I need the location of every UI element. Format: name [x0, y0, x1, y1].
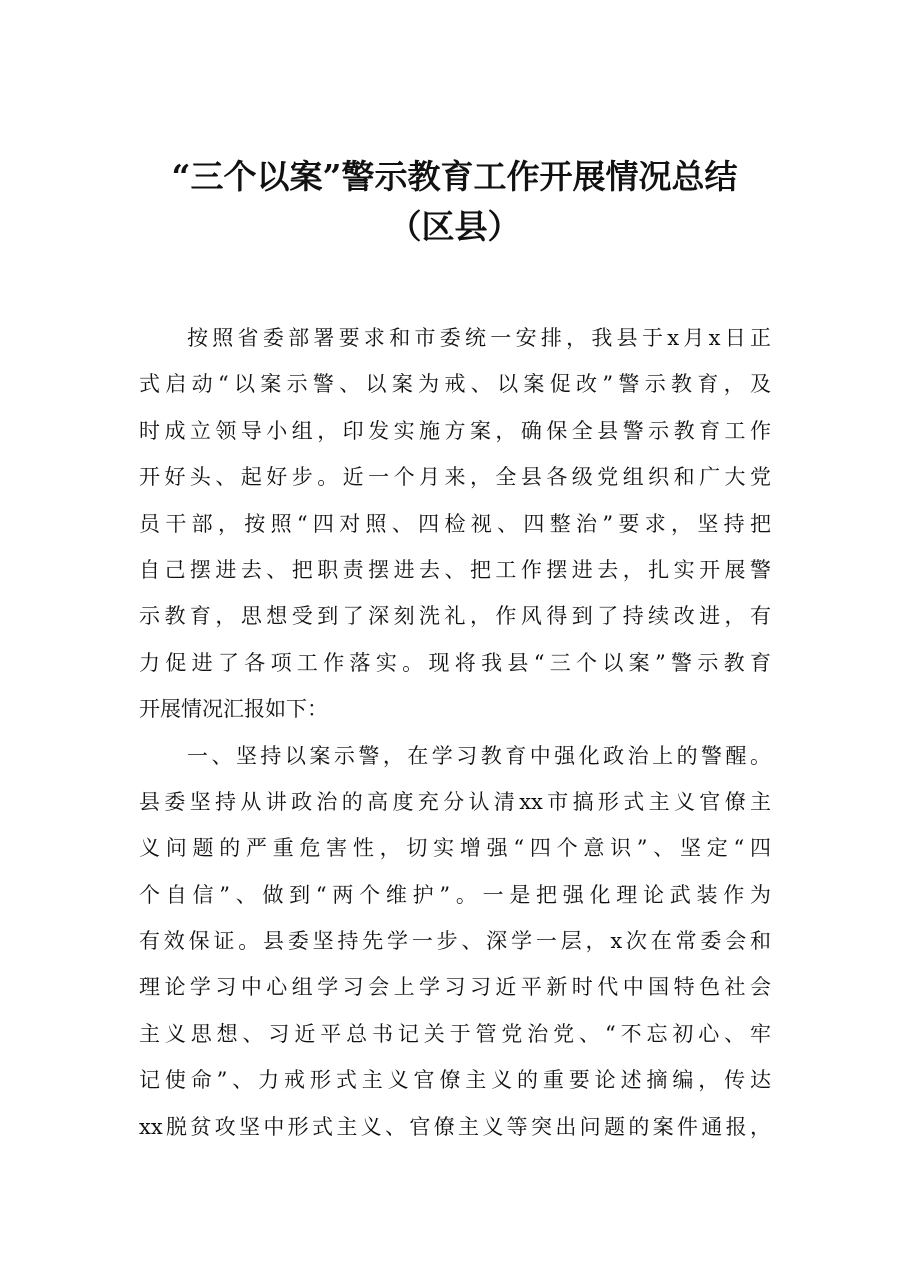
paragraph2-line: 义问题的严重危害性，切实增强“四个意识”、坚定“四: [139, 836, 771, 861]
paragraph2-line: 个自信”、做到“两个维护”。一是把强化理论武装作为: [139, 882, 771, 907]
paragraph1-line: 示教育，思想受到了深刻洗礼，作风得到了持续改进，有: [139, 604, 771, 629]
title-line-main: “三个以案”警示教育工作开展情况总结: [171, 157, 738, 196]
paragraph1-line: 开展情况汇报如下：: [139, 697, 328, 722]
paragraph2-line: 一、坚持以案示警，在学习教育中强化政治上的警醒。: [187, 743, 771, 768]
paragraph1-line: 时成立领导小组，印发实施方案，确保全县警示教育工作: [139, 418, 771, 443]
paragraph1-line: 按照省委部署要求和市委统一安排，我县于x月x日正: [187, 326, 771, 350]
paragraph2-line: 主义思想、习近平总书记关于管党治党、“不忘初心、牢: [139, 1021, 771, 1046]
paragraph2-line: 理论学习中心组学习会上学习习近平新时代中国特色社会: [139, 975, 771, 1000]
paragraph1-line: 力促进了各项工作落实。现将我县“三个以案”警示教育: [139, 650, 771, 675]
paragraph1-line: 自己摆进去、把职责摆进去、把工作摆进去，扎实开展警: [139, 557, 771, 582]
document-title: [0, 152, 909, 252]
paragraph1-line: 式启动“以案示警、以案为戒、以案促改”警示教育，及: [139, 372, 771, 397]
document-body: [139, 315, 771, 1150]
paragraph2-line: 有效保证。县委坚持先学一步、深学一层，x次在常委会和: [139, 929, 771, 954]
paragraph2-line: xx脱贫攻坚中形式主义、官僚主义等突出问题的案件通报，: [139, 1114, 771, 1139]
title-line-subtitle: （区县）: [388, 207, 521, 246]
paragraph2-line: 记使命”、力戒形式主义官僚主义的重要论述摘编，传达: [139, 1068, 771, 1093]
paragraph2-line: 县委坚持从讲政治的高度充分认清xx市搞形式主义官僚主: [139, 789, 771, 814]
paragraph1-line: 开好头、起好步。近一个月来，全县各级党组织和广大党: [139, 465, 771, 490]
paragraph1-line: 员干部，按照“四对照、四检视、四整治”要求，坚持把: [139, 511, 771, 536]
